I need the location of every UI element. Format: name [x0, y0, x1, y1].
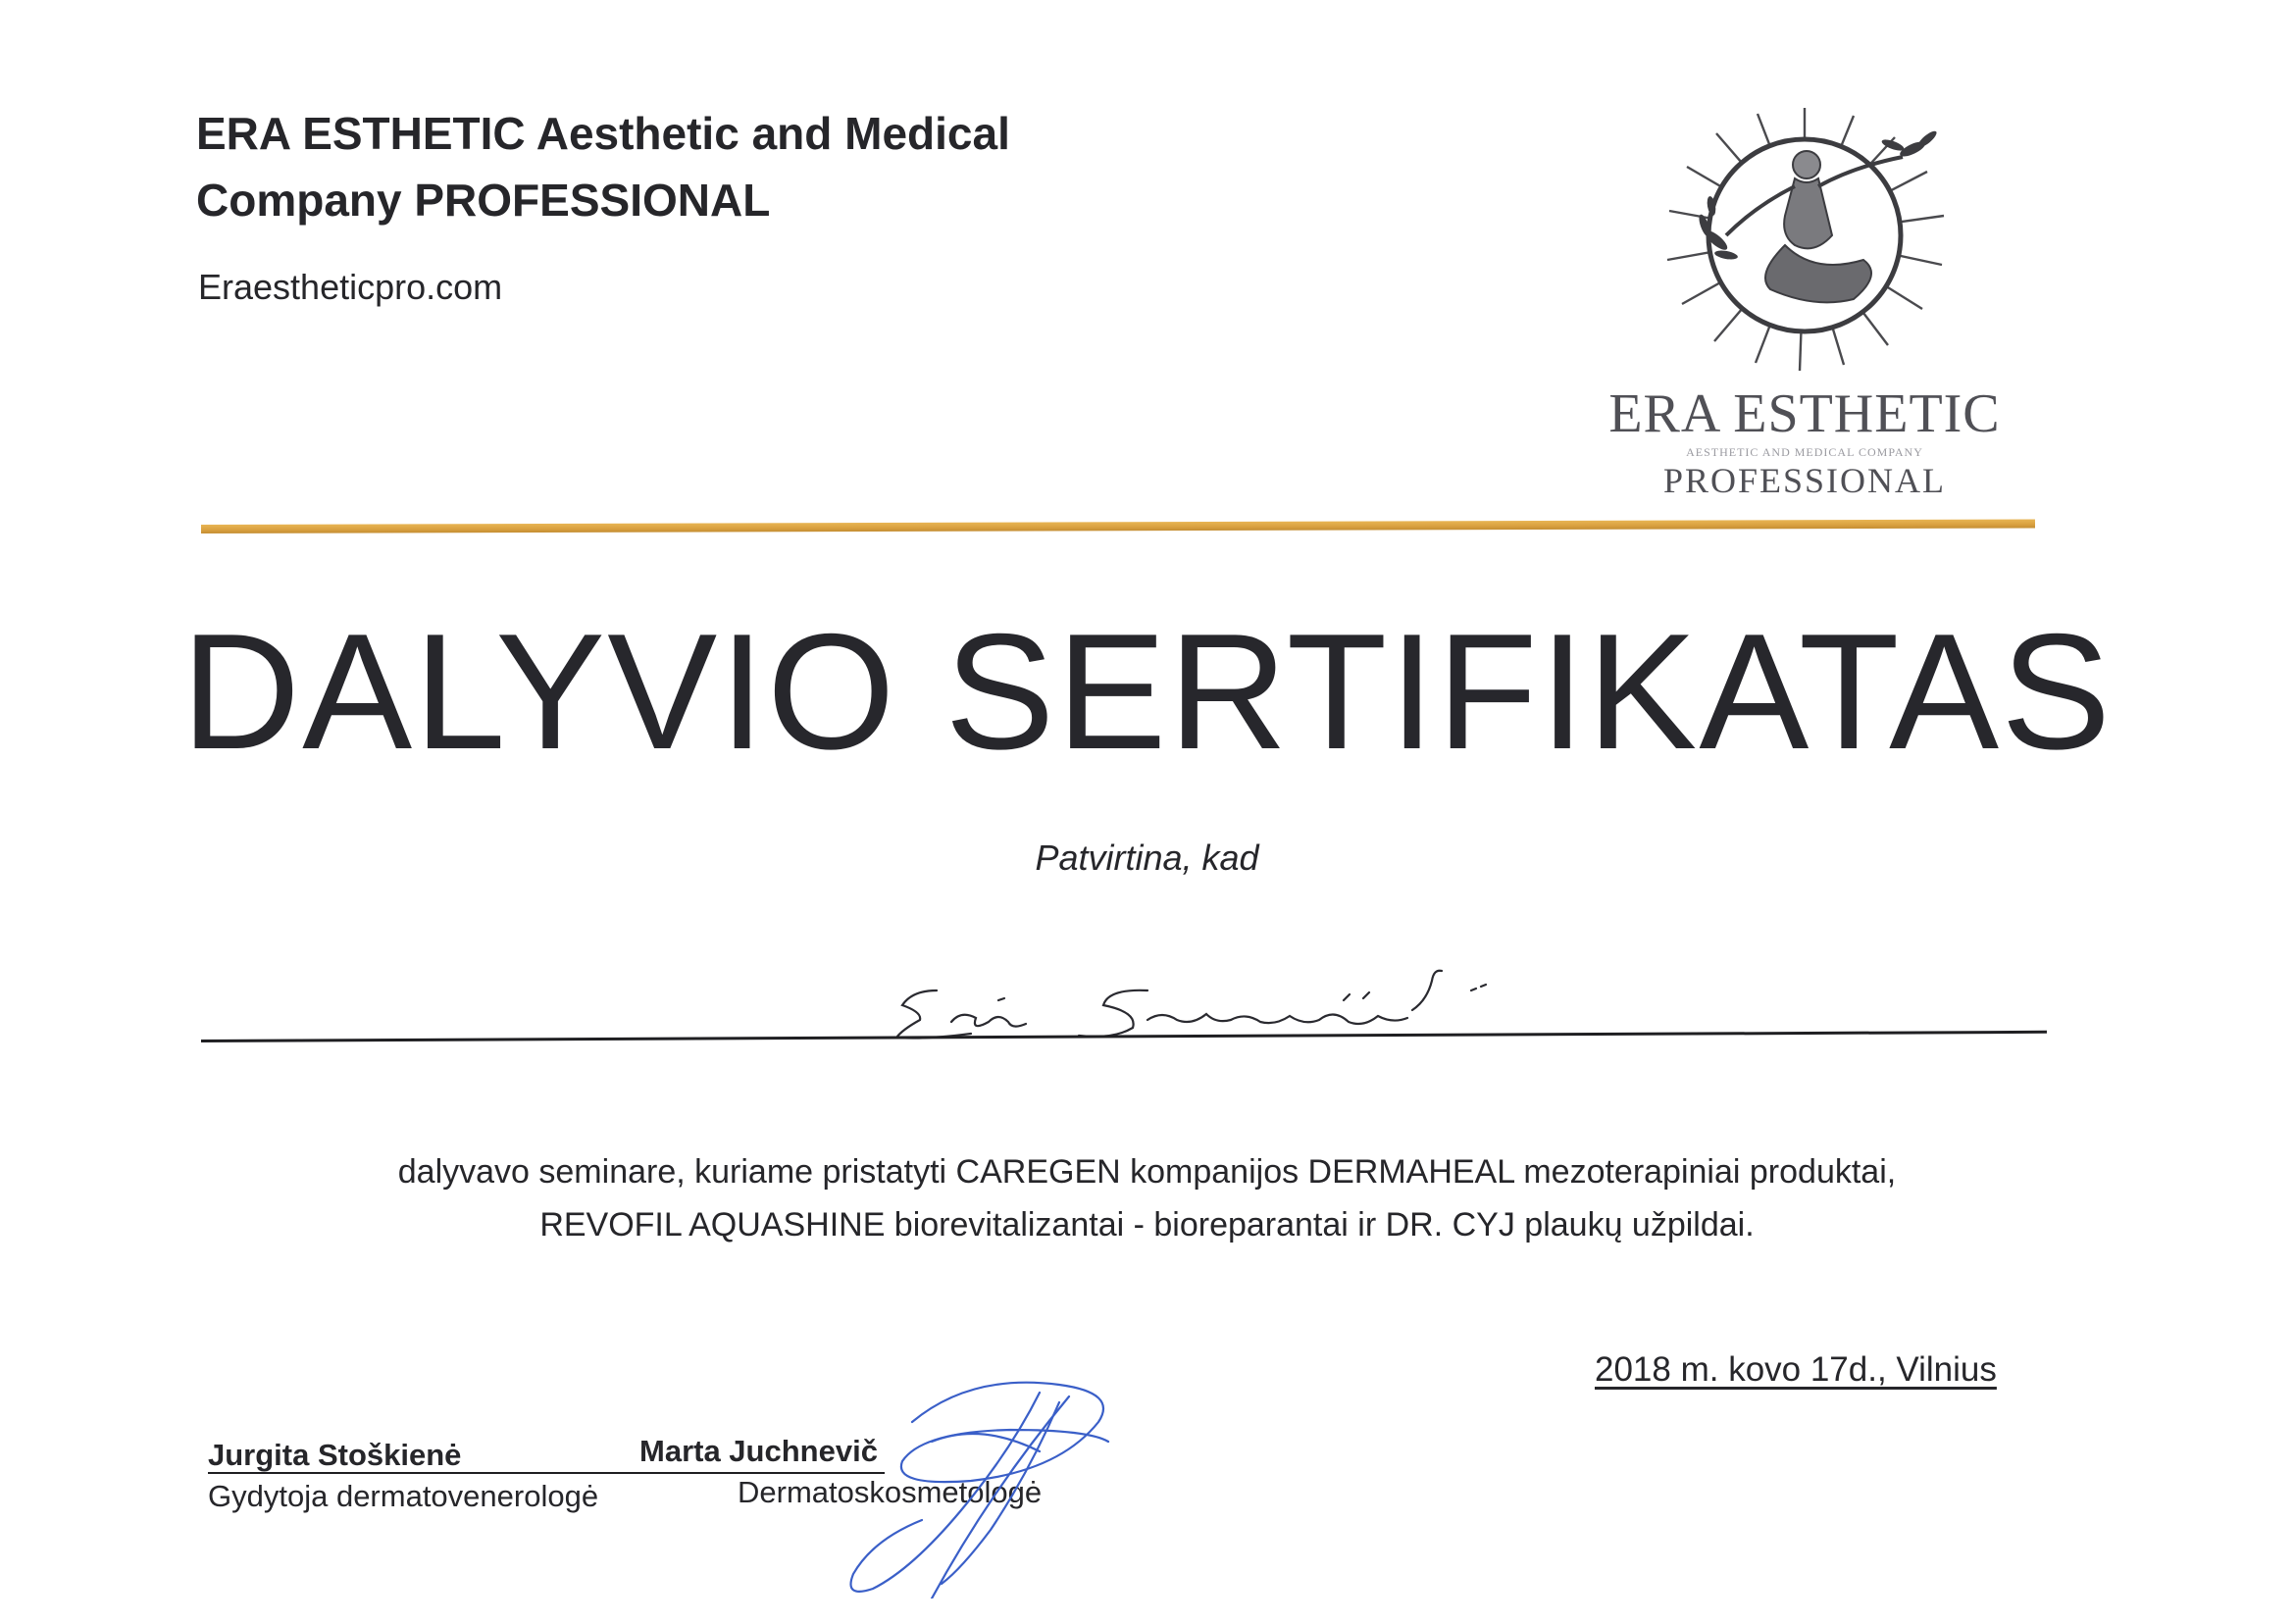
- company-website: Eraestheticpro.com: [198, 267, 503, 307]
- era-esthetic-logo: [1589, 88, 2020, 510]
- signer-2-name: Marta Juchnevič: [639, 1434, 878, 1468]
- confirm-text: Patvirtina, kad: [1035, 837, 1259, 878]
- logo-text-era-esthetic: ERA ESTHETIC: [1608, 383, 2001, 444]
- logo-text-subtitle: AESTHETIC AND MEDICAL COMPANY: [1686, 445, 1923, 459]
- description-line-2: REVOFIL AQUASHINE biorevitalizantai - bioreparantai ir DR. CYJ plaukų užpildai.: [539, 1206, 1755, 1243]
- company-name: ERA ESTHETIC Aesthetic and Medical Company PROFESSIONAL: [196, 108, 1010, 226]
- signer-1: [208, 1438, 598, 1514]
- blue-ink-signature-icon: [814, 1363, 1138, 1599]
- certificate-title: DALYVIO SERTIFIKATAS: [180, 599, 2114, 784]
- seminar-description: [196, 1145, 2098, 1251]
- signer-1-name: Jurgita Stoškienė: [208, 1438, 462, 1472]
- description-line-1: dalyvavo seminare, kuriame pristatyti CAREGEN kompanijos DERMAHEAL mezoterapiniai produktai,: [397, 1153, 1897, 1191]
- date-and-place: 2018 m. kovo 17d., Vilnius: [1595, 1350, 1997, 1389]
- logo-text-professional: PROFESSIONAL: [1662, 461, 1947, 500]
- gold-divider: [201, 519, 2035, 533]
- muse-sun-emblem-icon: [1589, 88, 2020, 510]
- signer-1-role: Gydytoja dermatovenerologė: [208, 1479, 599, 1513]
- signer-2-role: Dermatoskosmetologė: [738, 1475, 1043, 1509]
- signers-underline: [208, 1472, 885, 1474]
